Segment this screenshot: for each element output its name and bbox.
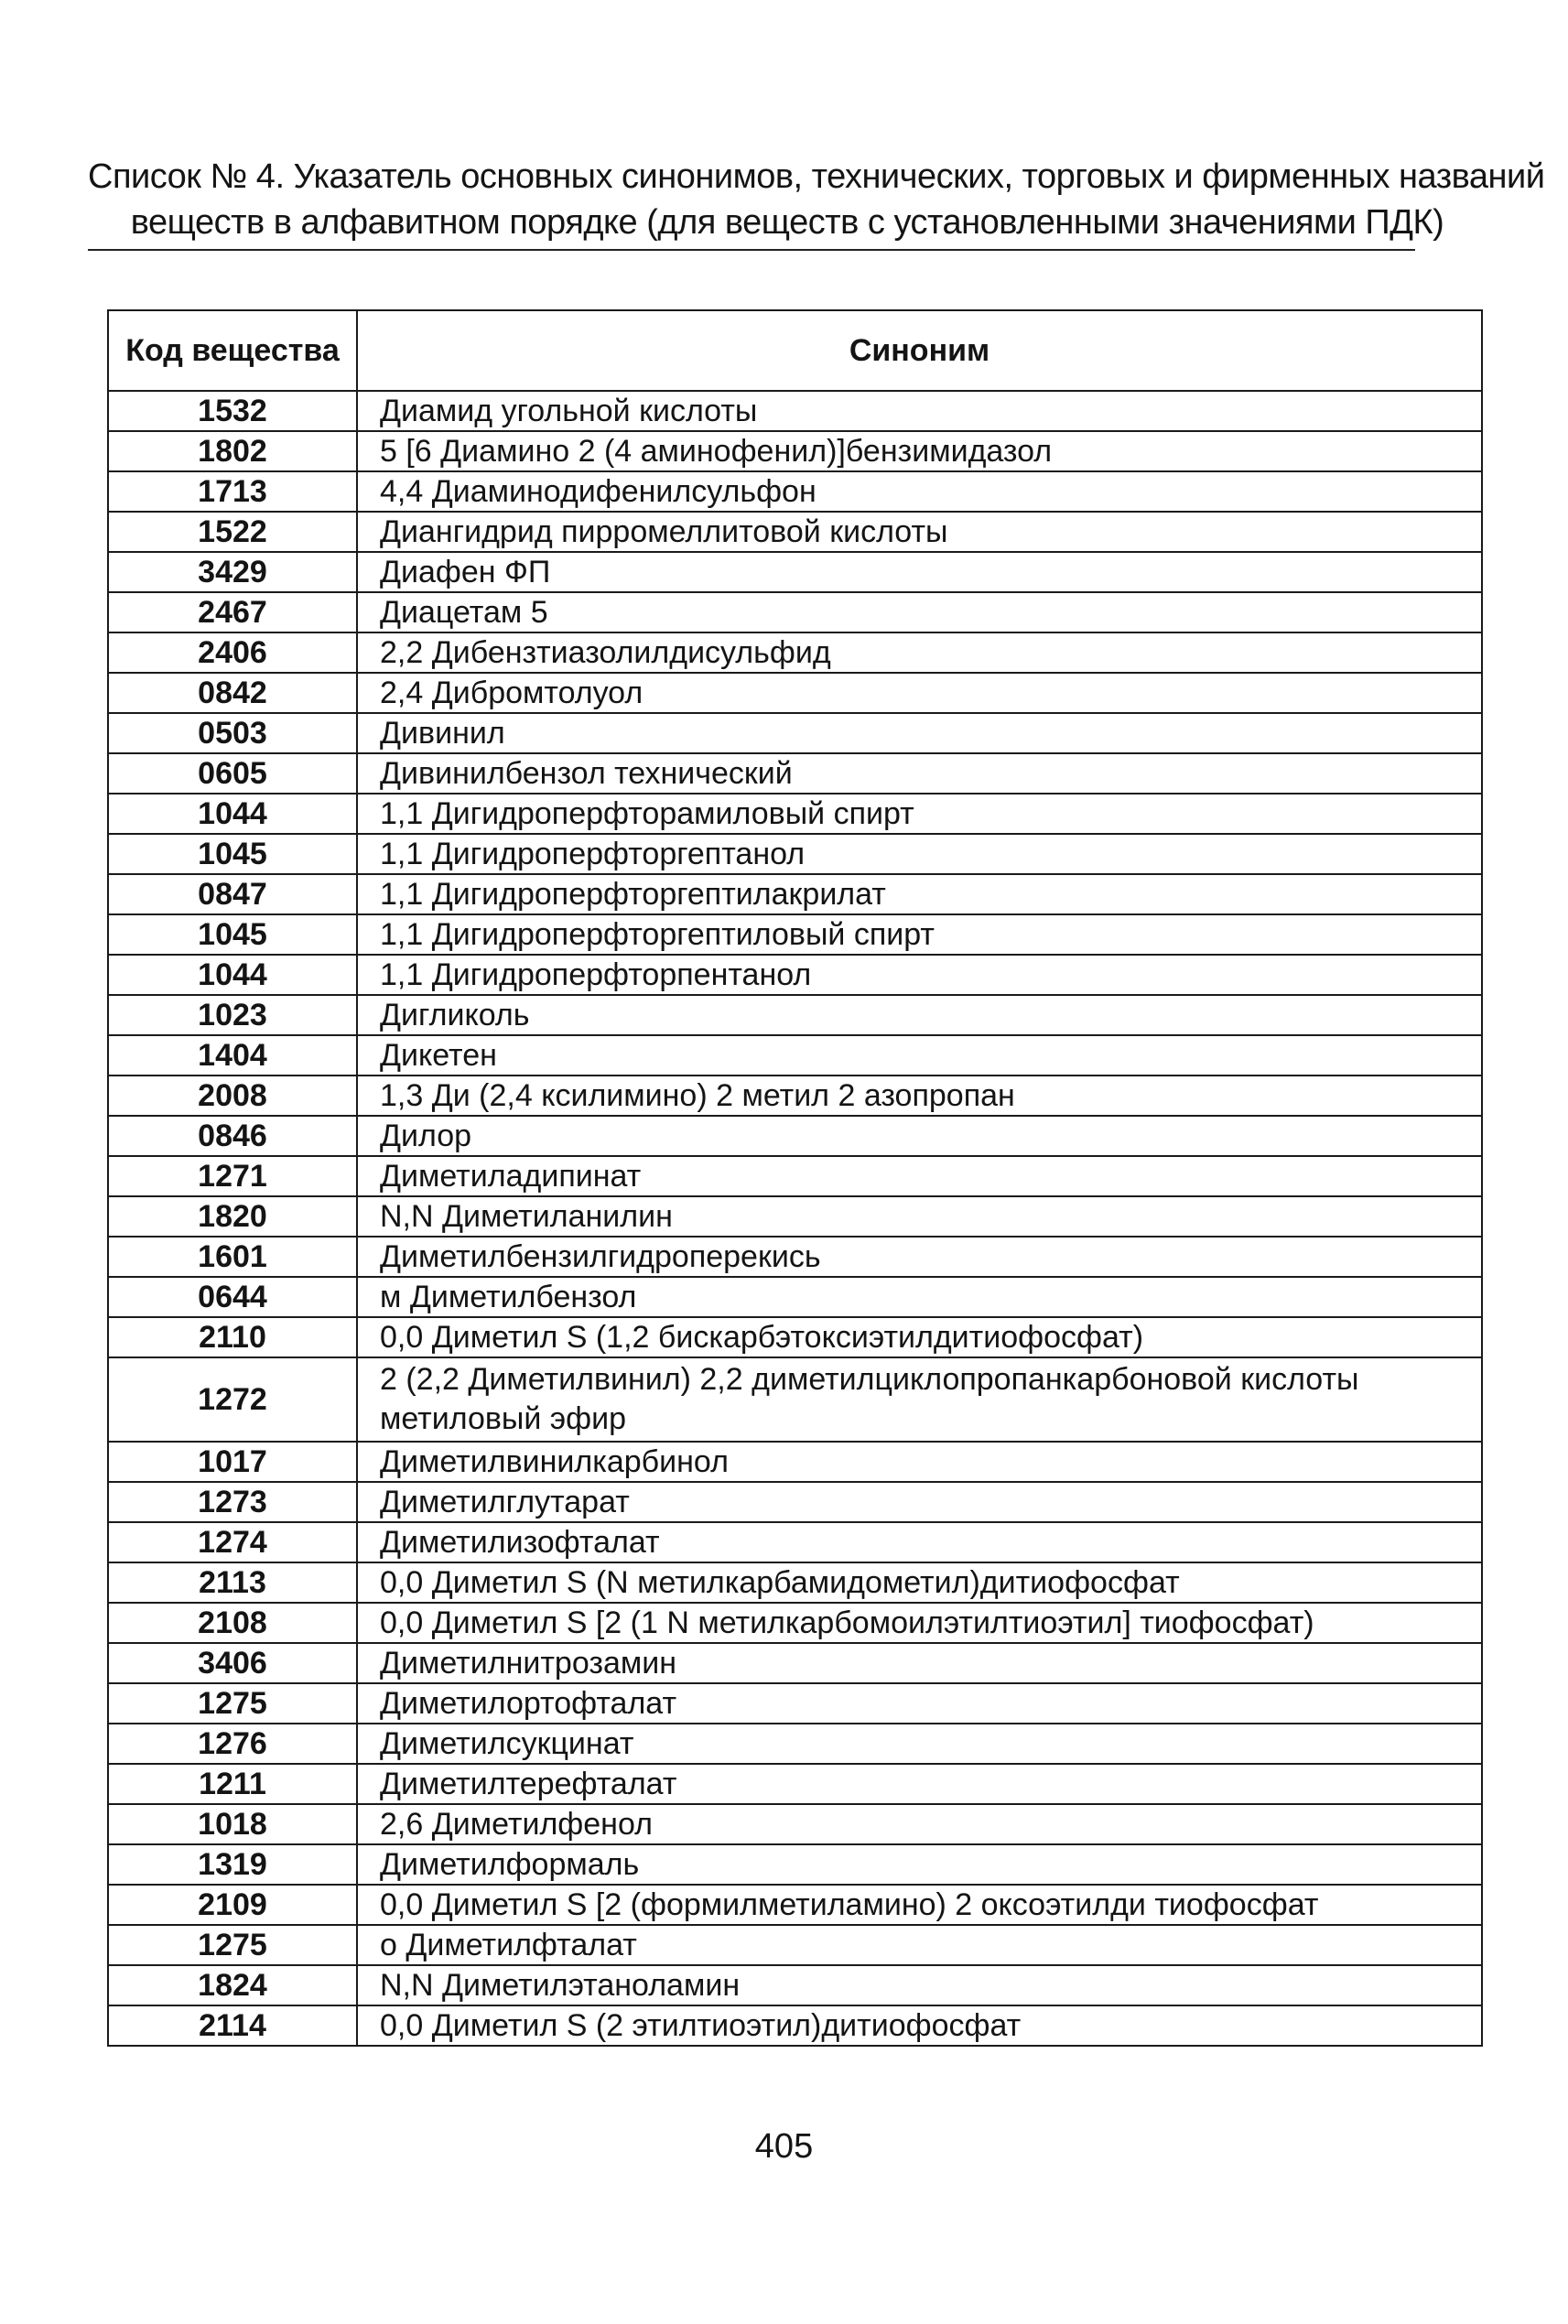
page-number: 405 bbox=[754, 2127, 814, 2166]
substance-code-cell: 0644 bbox=[108, 1277, 357, 1317]
synonym-cell: 0,0 Диметил S (1,2 бискарбэтоксиэтилдитиофосфат) bbox=[357, 1317, 1482, 1357]
table-row bbox=[108, 1317, 1482, 1357]
synonym-cell: 1,1 Дигидроперфторгептиловый спирт bbox=[357, 914, 1482, 955]
synonym-cell: 4,4 Диаминодифенилсульфон bbox=[357, 471, 1482, 512]
heading-divider bbox=[88, 249, 1415, 251]
synonym-cell: Диметилвинилкарбинол bbox=[357, 1442, 1482, 1482]
column-header-synonym: Синоним bbox=[357, 310, 1482, 391]
synonym-cell: 1,3 Ди (2,4 ксилимино) 2 метил 2 азопропан bbox=[357, 1076, 1482, 1116]
substance-code-cell: 1319 bbox=[108, 1844, 357, 1885]
table-row bbox=[108, 1925, 1482, 1965]
substance-code-cell: 3406 bbox=[108, 1643, 357, 1683]
table-row bbox=[108, 1196, 1482, 1237]
page-title bbox=[88, 154, 1545, 245]
substance-code-cell: 1023 bbox=[108, 995, 357, 1035]
table-row bbox=[108, 1522, 1482, 1562]
substance-code-cell: 2008 bbox=[108, 1076, 357, 1116]
table-row bbox=[108, 1683, 1482, 1724]
synonym-cell: Дилор bbox=[357, 1116, 1482, 1156]
substance-code-cell: 0842 bbox=[108, 673, 357, 713]
table-row bbox=[108, 391, 1482, 431]
substance-code-cell: 2110 bbox=[108, 1317, 357, 1357]
synonym-cell: Диафен ФП bbox=[357, 552, 1482, 592]
synonym-cell: Диметилглутарат bbox=[357, 1482, 1482, 1522]
substance-code-cell: 1275 bbox=[108, 1925, 357, 1965]
column-header-code: Код вещества bbox=[108, 310, 357, 391]
table-row bbox=[108, 1442, 1482, 1482]
table-row bbox=[108, 1764, 1482, 1804]
synonym-cell: Диметилнитрозамин bbox=[357, 1643, 1482, 1683]
synonym-cell: о Диметилфталат bbox=[357, 1925, 1482, 1965]
synonym-table bbox=[107, 309, 1483, 2047]
table-row bbox=[108, 1603, 1482, 1643]
table-body bbox=[108, 391, 1482, 2046]
synonym-cell: 2,4 Дибромтолуол bbox=[357, 673, 1482, 713]
table-row bbox=[108, 1116, 1482, 1156]
synonym-cell: Диметилортофталат bbox=[357, 1683, 1482, 1724]
substance-code-cell: 1273 bbox=[108, 1482, 357, 1522]
table-row bbox=[108, 552, 1482, 592]
table-row bbox=[108, 431, 1482, 471]
substance-code-cell: 2109 bbox=[108, 1885, 357, 1925]
substance-code-cell: 1532 bbox=[108, 391, 357, 431]
substance-code-cell: 1045 bbox=[108, 914, 357, 955]
substance-code-cell: 1276 bbox=[108, 1724, 357, 1764]
table-row bbox=[108, 1156, 1482, 1196]
table-row bbox=[108, 794, 1482, 834]
synonym-cell: Дивинил bbox=[357, 713, 1482, 753]
table-row bbox=[108, 1277, 1482, 1317]
substance-code-cell: 0503 bbox=[108, 713, 357, 753]
table-row bbox=[108, 471, 1482, 512]
synonym-cell: Диацетам 5 bbox=[357, 592, 1482, 632]
table-row bbox=[108, 874, 1482, 914]
table-row bbox=[108, 1643, 1482, 1683]
synonym-cell: 0,0 Диметил S [2 (1 N метилкарбомоилэтилтиоэтил] тиофосфат) bbox=[357, 1603, 1482, 1643]
table-row bbox=[108, 1562, 1482, 1603]
substance-code-cell: 2406 bbox=[108, 632, 357, 673]
table-row bbox=[108, 1237, 1482, 1277]
synonym-cell: Диамид угольной кислоты bbox=[357, 391, 1482, 431]
substance-code-cell: 1018 bbox=[108, 1804, 357, 1844]
substance-code-cell: 1713 bbox=[108, 471, 357, 512]
substance-code-cell: 1522 bbox=[108, 512, 357, 552]
synonym-cell: Диметилизофталат bbox=[357, 1522, 1482, 1562]
synonym-cell: 0,0 Диметил S [2 (формилметиламино) 2 оксоэтилди тиофосфат bbox=[357, 1885, 1482, 1925]
synonym-cell: 1,1 Дигидроперфторгептилакрилат bbox=[357, 874, 1482, 914]
table-row bbox=[108, 995, 1482, 1035]
synonym-cell: 0,0 Диметил S (N метилкарбамидометил)дитиофосфат bbox=[357, 1562, 1482, 1603]
substance-code-cell: 2467 bbox=[108, 592, 357, 632]
table-row bbox=[108, 1482, 1482, 1522]
synonym-cell: Диметиладипинат bbox=[357, 1156, 1482, 1196]
table-row bbox=[108, 632, 1482, 673]
synonym-cell: 5 [6 Диамино 2 (4 аминофенил)]бензимидазол bbox=[357, 431, 1482, 471]
synonym-cell: 1,1 Дигидроперфторамиловый спирт bbox=[357, 794, 1482, 834]
substance-code-cell: 1271 bbox=[108, 1156, 357, 1196]
substance-code-cell: 1274 bbox=[108, 1522, 357, 1562]
substance-code-cell: 1275 bbox=[108, 1683, 357, 1724]
table-row bbox=[108, 1724, 1482, 1764]
table-row bbox=[108, 1804, 1482, 1844]
synonym-cell: Диметилтерефталат bbox=[357, 1764, 1482, 1804]
substance-code-cell: 1211 bbox=[108, 1764, 357, 1804]
synonym-cell: Диметилформаль bbox=[357, 1844, 1482, 1885]
table-row bbox=[108, 1076, 1482, 1116]
substance-code-cell: 1404 bbox=[108, 1035, 357, 1076]
table-row bbox=[108, 1357, 1482, 1442]
table-row bbox=[108, 1844, 1482, 1885]
substance-code-cell: 0847 bbox=[108, 874, 357, 914]
table-header-row bbox=[108, 310, 1482, 391]
substance-code-cell: 3429 bbox=[108, 552, 357, 592]
synonym-cell: Диангидрид пирромеллитовой кислоты bbox=[357, 512, 1482, 552]
synonym-table-container bbox=[107, 309, 1483, 2047]
synonym-cell: Дикетен bbox=[357, 1035, 1482, 1076]
table-row bbox=[108, 914, 1482, 955]
substance-code-cell: 1045 bbox=[108, 834, 357, 874]
substance-code-cell: 1272 bbox=[108, 1357, 357, 1442]
substance-code-cell: 1017 bbox=[108, 1442, 357, 1482]
substance-code-cell: 2114 bbox=[108, 2005, 357, 2046]
substance-code-cell: 1601 bbox=[108, 1237, 357, 1277]
synonym-cell: м Диметилбензол bbox=[357, 1277, 1482, 1317]
substance-code-cell: 2108 bbox=[108, 1603, 357, 1643]
synonym-cell: 2,2 Дибензтиазолилдисульфид bbox=[357, 632, 1482, 673]
synonym-cell: Дигликоль bbox=[357, 995, 1482, 1035]
table-row bbox=[108, 2005, 1482, 2046]
substance-code-cell: 2113 bbox=[108, 1562, 357, 1603]
table-row bbox=[108, 1885, 1482, 1925]
synonym-cell: Диметилсукцинат bbox=[357, 1724, 1482, 1764]
synonym-cell: N,N Диметилэтаноламин bbox=[357, 1965, 1482, 2005]
synonym-cell: 2 (2,2 Диметилвинил) 2,2 диметилциклопропанкарбоновой кислоты метиловый эфир bbox=[357, 1357, 1482, 1442]
table-row bbox=[108, 512, 1482, 552]
substance-code-cell: 0605 bbox=[108, 753, 357, 794]
synonym-cell: 1,1 Дигидроперфторгептанол bbox=[357, 834, 1482, 874]
substance-code-cell: 1824 bbox=[108, 1965, 357, 2005]
synonym-cell: Диметилбензилгидроперекись bbox=[357, 1237, 1482, 1277]
table-row bbox=[108, 713, 1482, 753]
page-title-line-2: веществ в алфавитном порядке (для веществ с установленными значениями ПДК) bbox=[130, 203, 1444, 242]
table-row bbox=[108, 673, 1482, 713]
synonym-cell: Дивинилбензол технический bbox=[357, 753, 1482, 794]
page-title-line-1: Список № 4. Указатель основных синонимов, технических, торговых и фирменных названий bbox=[88, 157, 1545, 196]
substance-code-cell: 1044 bbox=[108, 794, 357, 834]
synonym-cell: 0,0 Диметил S (2 этилтиоэтил)дитиофосфат bbox=[357, 2005, 1482, 2046]
substance-code-cell: 1820 bbox=[108, 1196, 357, 1237]
synonym-cell: 2,6 Диметилфенол bbox=[357, 1804, 1482, 1844]
table-row bbox=[108, 753, 1482, 794]
synonym-cell: N,N Диметиланилин bbox=[357, 1196, 1482, 1237]
substance-code-cell: 1044 bbox=[108, 955, 357, 995]
table-row bbox=[108, 592, 1482, 632]
table-row bbox=[108, 1035, 1482, 1076]
synonym-cell: 1,1 Дигидроперфторпентанол bbox=[357, 955, 1482, 995]
table-row bbox=[108, 955, 1482, 995]
table-row bbox=[108, 834, 1482, 874]
substance-code-cell: 0846 bbox=[108, 1116, 357, 1156]
table-row bbox=[108, 1965, 1482, 2005]
substance-code-cell: 1802 bbox=[108, 431, 357, 471]
